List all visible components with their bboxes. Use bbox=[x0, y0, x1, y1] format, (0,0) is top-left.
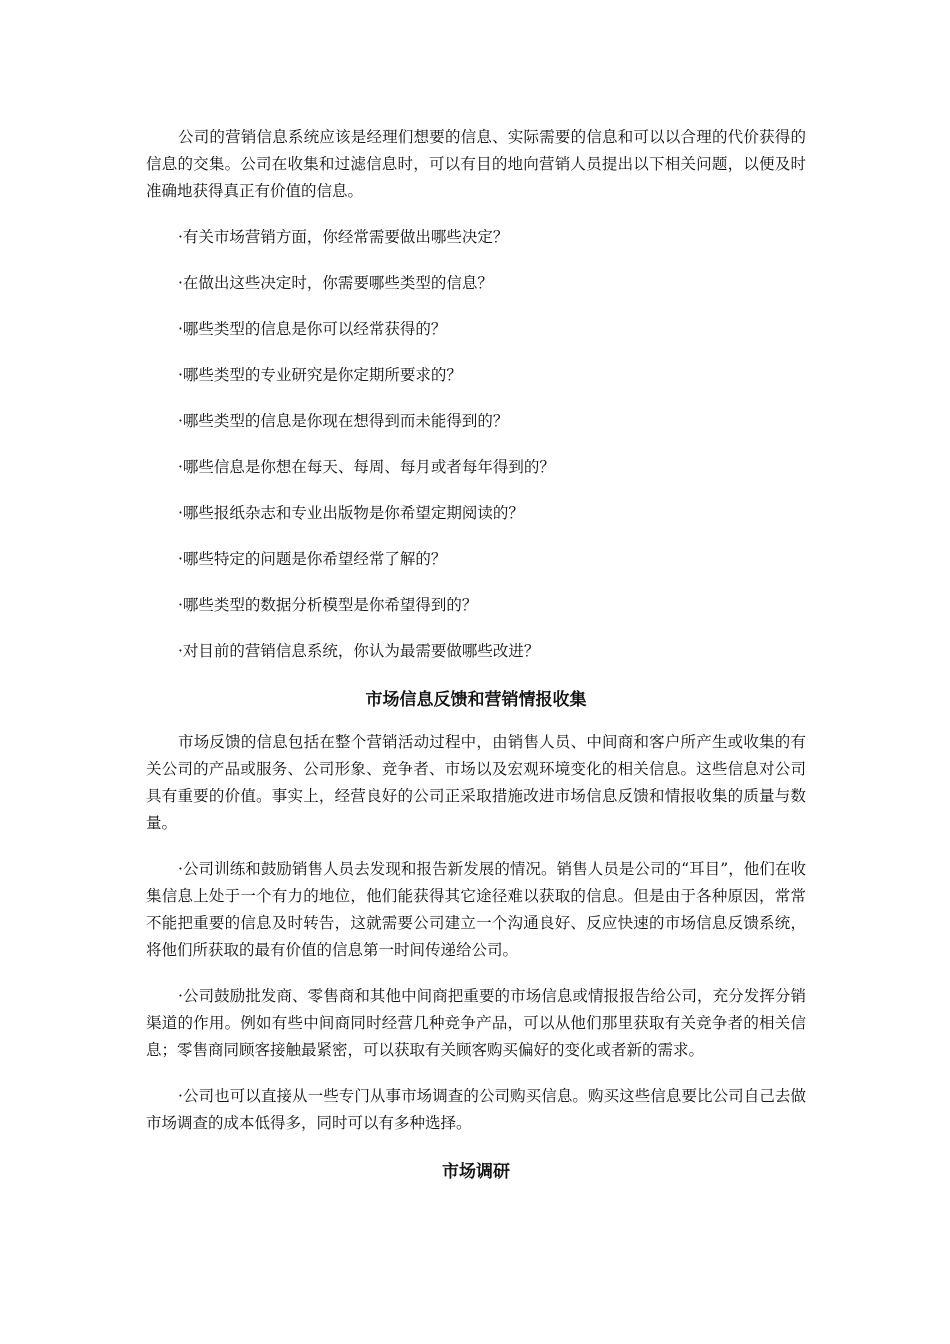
question-item: ·哪些类型的专业研究是你定期所要求的？ bbox=[178, 366, 462, 384]
question-item: ·对目前的营销信息系统，你认为最需要做哪些改进？ bbox=[178, 642, 540, 660]
section-heading-research: 市场调研 bbox=[442, 1162, 510, 1182]
question-item: ·哪些类型的信息是你现在想得到而未能得到的？ bbox=[178, 412, 509, 430]
question-item: ·有关市场营销方面，你经常需要做出哪些决定？ bbox=[178, 228, 509, 246]
feedback-bullet-salesforce: ·公司训练和鼓励销售人员去发现和报告新发展的情况。销售人员是公司的“耳目”，他们在收集信息上处于一个有力的地位，他们能获得其它途径难以获取的信息。但是由于各种原因，常常不能把重要的信息及时转告，这就需要公司建立一个沟通良好、反应快速的市场信息反馈系统，将他们所获取的最有价值的信息第一时间传递给公司。 bbox=[146, 860, 806, 959]
feedback-paragraph: 市场反馈的信息包括在整个营销活动过程中，由销售人员、中间商和客户所产生或收集的有关公司的产品或服务、公司形象、竞争者、市场以及宏观环境变化的相关信息。这些信息对公司具有重要的价值。事实上，经营良好的公司正采取措施改进市场信息反馈和情报收集的质量与数量。 bbox=[146, 733, 806, 832]
question-item: ·哪些特定的问题是你希望经常了解的？ bbox=[178, 550, 447, 568]
question-item: ·在做出这些决定时，你需要哪些类型的信息？ bbox=[178, 274, 493, 292]
question-item: ·哪些类型的信息是你可以经常获得的？ bbox=[178, 320, 447, 338]
section-heading-feedback: 市场信息反馈和营销情报收集 bbox=[365, 690, 587, 710]
feedback-bullet-intermediaries: ·公司鼓励批发商、零售商和其他中间商把重要的市场信息或情报报告给公司，充分发挥分销渠道的作用。例如有些中间商同时经营几种竞争产品，可以从他们那里获取有关竞争者的相关信息；零售商同顾客接触最紧密，可以获取有关顾客购买偏好的变化或者新的需求。 bbox=[146, 987, 806, 1059]
question-list bbox=[146, 224, 806, 665]
intro-paragraph: 公司的营销信息系统应该是经理们想要的信息、实际需要的信息和可以以合理的代价获得的信息的交集。公司在收集和过滤信息时，可以有目的地向营销人员提出以下相关问题，以便及时准确地获得真正有价值的信息。 bbox=[146, 128, 806, 200]
question-item: ·哪些类型的数据分析模型是你希望得到的？ bbox=[178, 596, 478, 614]
question-item: ·哪些信息是你想在每天、每周、每月或者每年得到的？ bbox=[178, 458, 555, 476]
question-item: ·哪些报纸杂志和专业出版物是你希望定期阅读的？ bbox=[178, 504, 524, 522]
document-page bbox=[146, 124, 806, 1201]
feedback-bullet-purchase: ·公司也可以直接从一些专门从事市场调查的公司购买信息。购买这些信息要比公司自己去做市场调查的成本低得多，同时可以有多种选择。 bbox=[146, 1087, 806, 1132]
